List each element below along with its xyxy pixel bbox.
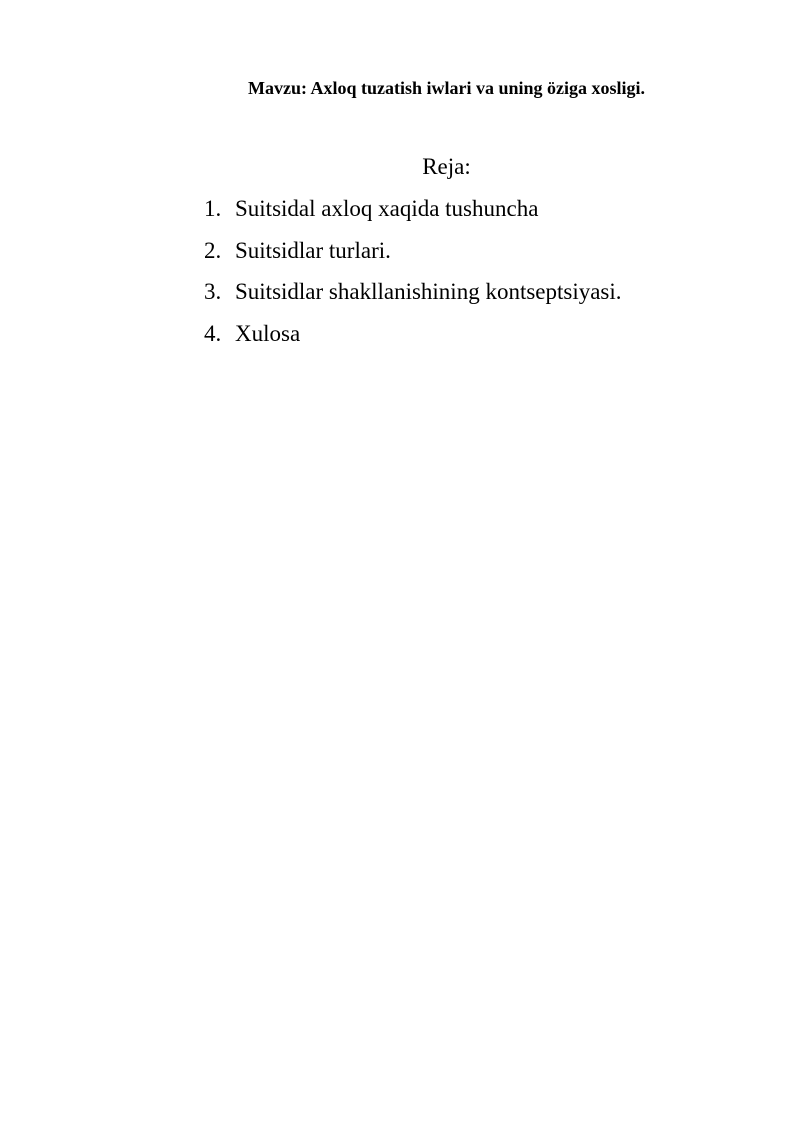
list-item-number: 2.	[204, 237, 222, 263]
plan-heading: Reja:	[422, 154, 471, 179]
document-title: Mavzu: Axloq tuzatish iwlari va uning öziga xosligi.	[247, 78, 646, 98]
plan-list	[204, 195, 622, 361]
list-item-number: 1.	[204, 196, 222, 221]
list-item-text: Suitsidlar shakllanishining kontseptsiyasi.	[235, 279, 622, 304]
list-item	[204, 237, 622, 279]
list-item-text: Xulosa	[235, 320, 301, 346]
list-item	[204, 278, 622, 320]
list-item	[204, 195, 622, 237]
list-item-text: Suitsidal axloq xaqida tushuncha	[235, 196, 539, 221]
list-item	[204, 320, 622, 362]
list-item-number: 3.	[204, 279, 222, 304]
list-item-number: 4.	[204, 320, 222, 346]
list-item-text: Suitsidlar turlari.	[235, 237, 391, 263]
